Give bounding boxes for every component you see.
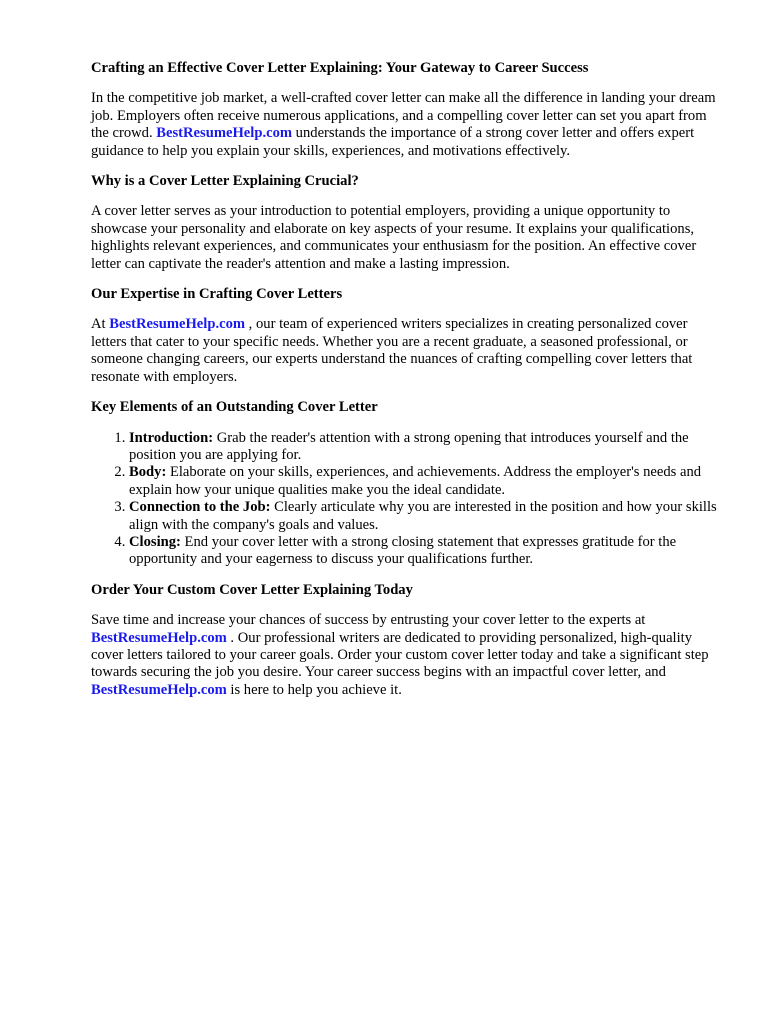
key-elements-list: [91, 430, 723, 569]
order-text-part3: is here to help you achieve it.: [226, 681, 402, 698]
expertise-paragraph: [91, 316, 723, 386]
expertise-text-after: , our team of experienced writers specializes in creating personalized cover letters that cater to your specific needs. Whether you are a recent graduate, a seasoned professional, or someone changing careers, our experts understand the nuances of crafting compelling cover letters that resonate with employers.: [91, 316, 693, 385]
bestresumehelp-link[interactable]: BestResumeHelp.com: [109, 316, 246, 333]
list-item-text: Grab the reader's attention with a strong opening that introduces yourself and the position you are applying for.: [129, 429, 689, 463]
list-item-closing: [129, 534, 723, 569]
list-item-connection: [129, 499, 723, 534]
section-heading-order: Order Your Custom Cover Letter Explaining Today: [91, 581, 413, 598]
intro-paragraph: [91, 90, 723, 160]
section-heading-expertise: Our Expertise in Crafting Cover Letters: [91, 286, 343, 303]
section-heading-why-crucial: Why is a Cover Letter Explaining Crucial?: [91, 173, 359, 190]
document-page: [91, 60, 723, 712]
intro-text-after: understands the importance of a strong cover letter and offers expert guidance to help you explain your skills, experiences, and motivations effectively.: [91, 125, 695, 159]
order-text-part2: . Our professional writers are dedicated to providing personalized, high-quality cover letters tailored to your career goals. Order your custom cover letter today and take a significant step towards securing the job you desire. Your career success begins with an impactful cover letter, and: [91, 629, 709, 681]
list-item-term: Connection to the Job:: [129, 499, 271, 516]
section-heading-key-elements: Key Elements of an Outstanding Cover Letter: [91, 399, 378, 416]
list-item-text: End your cover letter with a strong closing statement that expresses gratitude for the opportunity and your eagerness to discuss your qualifications further.: [129, 533, 677, 568]
list-item-introduction: [129, 430, 723, 465]
list-item-text: Elaborate on your skills, experiences, and achievements. Address the employer's needs and explain how your unique qualities make you the ideal candidate.: [129, 464, 702, 498]
why-crucial-paragraph: A cover letter serves as your introduction to potential employers, providing a unique opportunity to showcase your personality and elaborate on key aspects of your resume. It explains your qualifications, highlights relevant experiences, and communicates your enthusiasm for the position. An effective cover letter can captivate the reader's attention and make a lasting impression.: [91, 203, 697, 272]
list-item-body: [129, 464, 723, 499]
document-title: Crafting an Effective Cover Letter Explaining: Your Gateway to Career Success: [91, 60, 589, 76]
list-item-term: Body:: [129, 464, 167, 481]
list-item-term: Introduction:: [129, 429, 214, 446]
order-paragraph: [91, 612, 723, 699]
list-item-text: Clearly articulate why you are interested in the position and how your skills align with the company's goals and values.: [129, 499, 717, 533]
bestresumehelp-link[interactable]: BestResumeHelp.com: [91, 681, 227, 698]
intro-text-before: In the competitive job market, a well-crafted cover letter can make all the difference in landing your dream job. Employers often receive numerous applications, and a compelling cover letter can set you apart from the crowd.: [91, 90, 716, 142]
bestresumehelp-link[interactable]: BestResumeHelp.com: [156, 125, 293, 142]
order-text-part1: Save time and increase your chances of success by entrusting your cover letter to the experts at: [91, 612, 646, 629]
list-item-term: Closing:: [129, 533, 181, 550]
expertise-text-before: At: [91, 316, 110, 333]
bestresumehelp-link[interactable]: BestResumeHelp.com: [91, 629, 227, 646]
